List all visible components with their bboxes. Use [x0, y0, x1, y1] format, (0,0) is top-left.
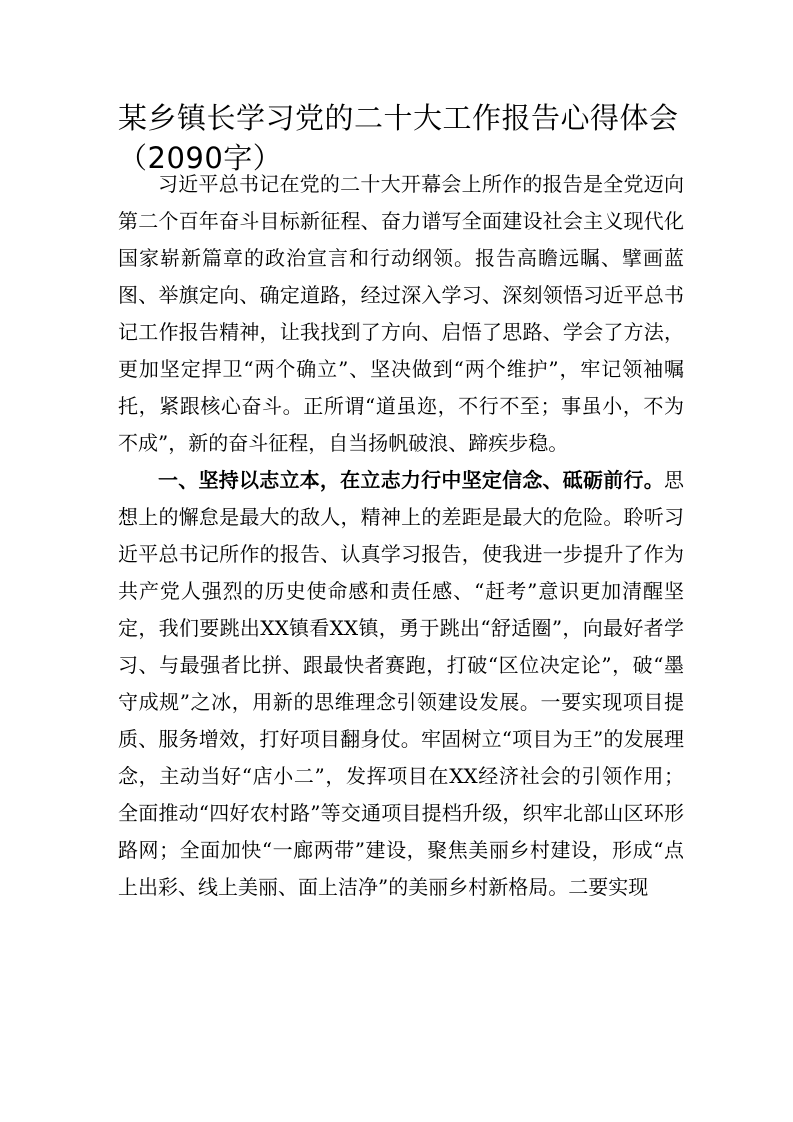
paragraph-text: 思想上的懈怠是最大的敌人，精神上的差距是最大的危险。聆听习近平总书记所作的报告、认真学习报告，使我进一步提升了作为共产党人强烈的历史使命感和责任感、“赶考”意识更加清醒坚定，我们要跳出XX镇看XX镇，勇于跳出“舒适圈”，向最好者学习、与最强者比拼、跟最快者赛跑，打破“区位决定论”，破“墨守成规”之冰，用新的思维理念引领建设发展。一要实现项目提质、服务增效，打好项目翻身仗。牢固树立“项目为王”的发展理念，主动当好“店小二”，发挥项目在XX经济社会的引领作用；全面推动“四好农村路”等交通项目提档升级，织牢北部山区环形路网；全面加快“一廊两带”建设，聚焦美丽乡村建设，形成“点上出彩、线上美丽、面上洁净”的美丽乡村新格局。二要实现 — [118, 468, 684, 899]
intro-paragraph — [118, 166, 684, 462]
section-heading: 一、坚持以志立本，在立志力行中坚定信念、砥砺前行。 — [158, 468, 664, 492]
document-title: 某乡镇长学习党的二十大工作报告心得体会（2090字） — [118, 101, 679, 175]
paragraph-text: 习近平总书记在党的二十大开幕会上所作的报告是全党迈向第二个百年奋斗目标新征程、奋力谱写全面建设社会主义现代化国家崭新篇章的政治宣言和行动纲领。报告高瞻远瞩、擘画蓝图、举旗定向、确定道路，经过深入学习、深刻领悟习近平总书记工作报告精神，让我找到了方向、启悟了思路、学会了方法，更加坚定捍卫“两个确立”、坚决做到“两个维护”，牢记领袖嘱托，紧跟核心奋斗。正所谓“道虽迩，不行不至；事虽小，不为不成”，新的奋斗征程，自当扬帆破浪、蹄疾步稳。 — [118, 172, 684, 455]
document-body — [118, 166, 684, 906]
section-one-paragraph — [118, 462, 684, 906]
